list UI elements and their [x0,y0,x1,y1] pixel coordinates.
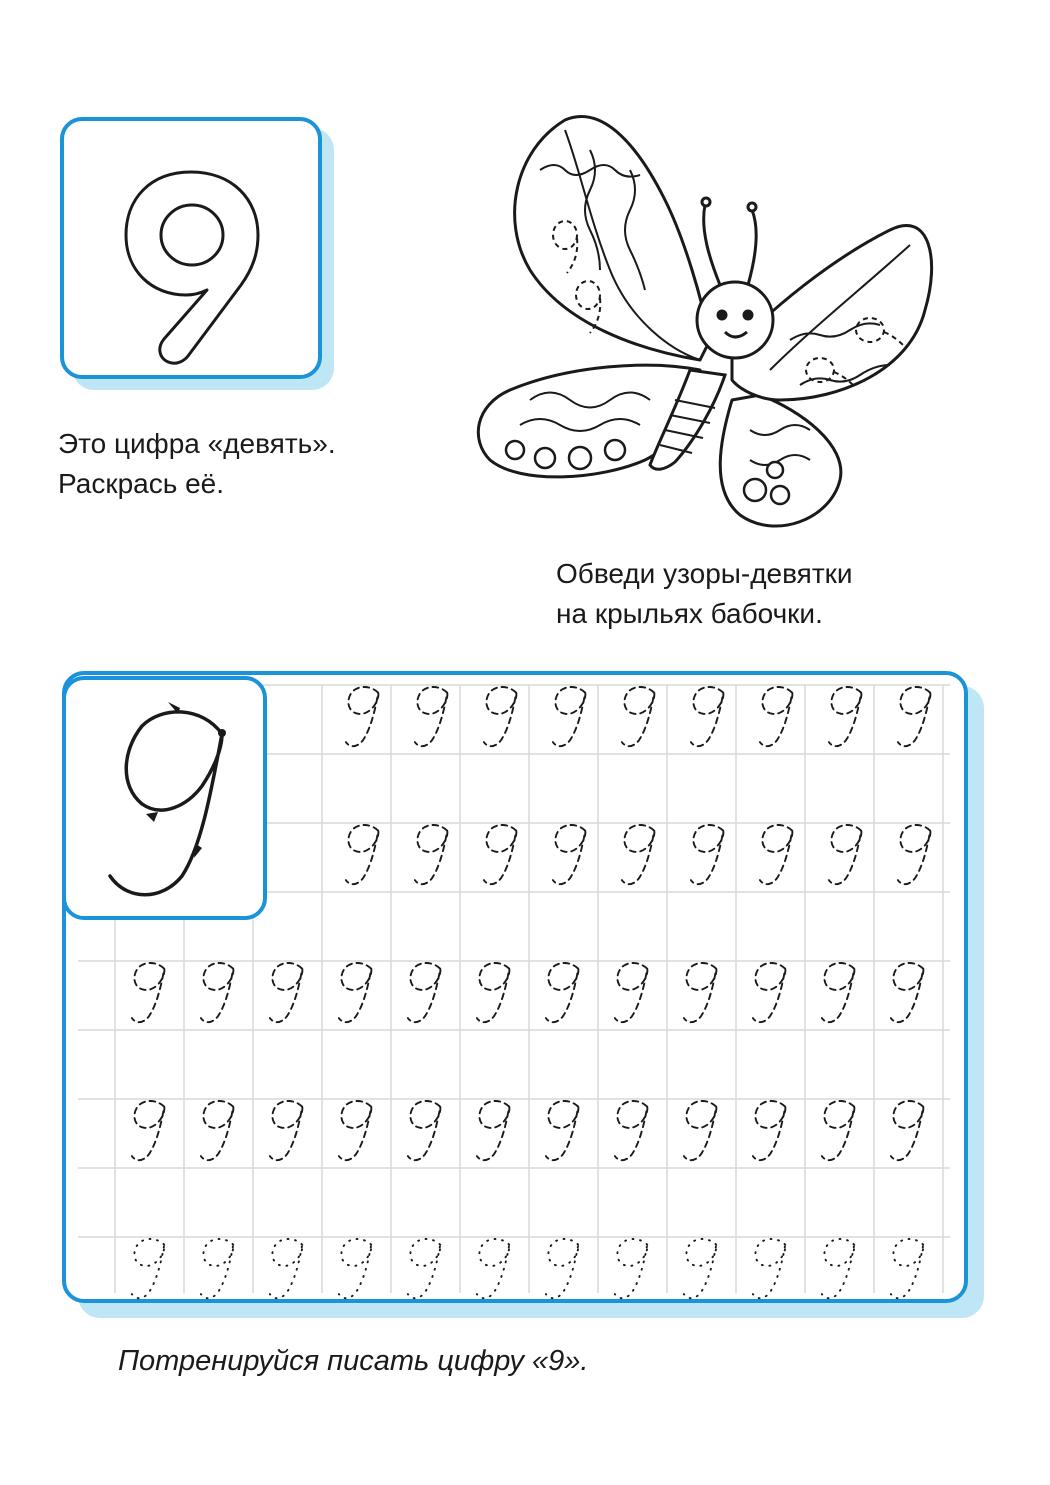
trace-digit-nine [132,1101,164,1160]
trace-digit-nine [691,825,723,884]
trace-digit-nine [415,687,447,746]
trace-digit-nine [753,1239,785,1298]
trace-digit-nine [346,825,378,884]
trace-digit-nine [546,963,578,1022]
trace-digit-nine [553,825,585,884]
trace-digit-nine [546,1239,578,1298]
intro-caption-line2: Раскрась её. [58,468,225,499]
trace-digit-nine [898,825,930,884]
trace-digit-nine [477,963,509,1022]
trace-digit-nine [891,1239,923,1298]
trace-digit-nine [753,963,785,1022]
intro-caption [58,424,336,504]
trace-digit-nine [132,963,164,1022]
trace-digit-nine [339,1239,371,1298]
butterfly-caption [556,554,853,634]
trace-digit-nine [898,687,930,746]
trace-digit-nine [684,963,716,1022]
trace-digit-nine [822,1101,854,1160]
trace-digit-nine [822,963,854,1022]
butterfly-illustration-icon [470,110,950,540]
practice-caption: Потренируйся писать цифру «9». [118,1345,589,1377]
trace-digit-nine [270,1101,302,1160]
trace-digit-nine [622,687,654,746]
intro-caption-line1: Это цифра «девять». [58,428,336,459]
trace-digit-nine [346,687,378,746]
sample-digit-card [62,676,267,920]
trace-digit-nine [622,825,654,884]
trace-digit-nine [891,1101,923,1160]
butterfly-caption-line2: на крыльях бабочки. [556,598,823,629]
trace-digit-nine [408,1101,440,1160]
trace-digit-nine [408,1239,440,1298]
trace-digit-nine [270,1239,302,1298]
trace-digit-nine [829,825,861,884]
trace-digit-nine [339,1101,371,1160]
butterfly-caption-line1: Обведи узоры-девятки [556,558,853,589]
outline-digit-nine-icon [60,117,322,379]
trace-digit-nine [760,687,792,746]
trace-digit-nine [484,825,516,884]
trace-digit-nine [477,1101,509,1160]
trace-digit-nine [132,1239,164,1298]
trace-digit-nine [829,687,861,746]
trace-digit-nine [891,963,923,1022]
trace-digit-nine [546,1101,578,1160]
trace-digit-nine [339,963,371,1022]
trace-digit-nine [415,825,447,884]
trace-digit-nine [684,1239,716,1298]
stroke-order-arrows-icon [62,676,267,920]
trace-digit-nine [691,687,723,746]
trace-digit-nine [201,1101,233,1160]
trace-digit-nine [753,1101,785,1160]
digit-card [60,117,322,379]
trace-digit-nine [201,963,233,1022]
trace-digit-nine [615,1101,647,1160]
trace-digit-nine [615,963,647,1022]
trace-digit-nine [201,1239,233,1298]
trace-digit-nine [270,963,302,1022]
trace-digit-nine [615,1239,647,1298]
trace-digit-nine [760,825,792,884]
trace-digit-nine [484,687,516,746]
trace-digit-nine [408,963,440,1022]
trace-digit-nine [822,1239,854,1298]
trace-digit-nine [553,687,585,746]
trace-digit-nine [477,1239,509,1298]
trace-digit-nine [684,1101,716,1160]
